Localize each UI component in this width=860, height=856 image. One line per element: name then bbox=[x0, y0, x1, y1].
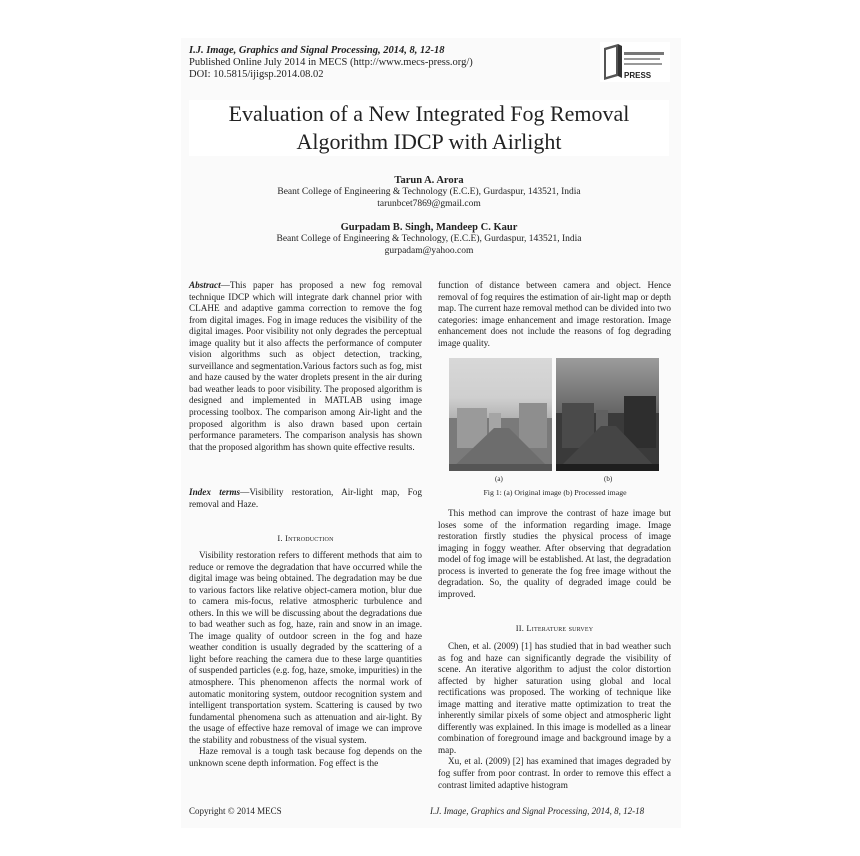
introduction-body bbox=[189, 550, 422, 769]
paragraph: Haze removal is a tough task because fog depends on the unknown scene depth information. Fog effect is the bbox=[189, 746, 422, 768]
footer-journal: I.J. Image, Graphics and Signal Processing, 2014, 8, 12-18 bbox=[430, 806, 645, 816]
journal-citation: I.J. Image, Graphics and Signal Processing, 2014, 8, 12-18 bbox=[189, 45, 445, 56]
journal-header bbox=[189, 45, 473, 81]
mecs-logo bbox=[600, 42, 670, 82]
paragraph: function of distance between camera and object. Hence removal of fog requires the estimation of air-light map or depth map. The current haze removal method can be divided into two categories: image enhancement and image restoration. Image enhancement does not include the reasons of fog degrading image quality. bbox=[438, 280, 672, 348]
doi: DOI: 10.5815/ijigsp.2014.08.02 bbox=[189, 69, 324, 80]
svg-text:PRESS: PRESS bbox=[624, 71, 652, 80]
author-affiliation: Beant College of Engineering & Technology, (E.C.E), Gurdaspur, 143521, India bbox=[276, 234, 582, 244]
author-name: Tarun A. Arora bbox=[394, 175, 464, 186]
left-column-abstract bbox=[189, 280, 422, 453]
paper-title: Evaluation of a New Integrated Fog Removal Algorithm IDCP with Airlight bbox=[189, 100, 669, 156]
author-block-2 bbox=[189, 221, 669, 257]
literature-survey-body bbox=[438, 641, 671, 791]
footer-copyright: Copyright © 2014 MECS bbox=[189, 806, 282, 816]
right-column-top bbox=[438, 280, 671, 349]
publication-info: Published Online July 2014 in MECS (http://www.mecs-press.org/) bbox=[189, 57, 473, 68]
paragraph: This method can improve the contrast of haze image but loses some of the information regarding image. Image restoration firstly studies the physical process of image imaging in foggy weather. After observing that degradation model of fog image will be established. At last, the degradation process is inverted to generate the fog free image without the degradation. So, the quality of degraded image could be improved. bbox=[438, 508, 671, 599]
figure-1 bbox=[449, 358, 661, 473]
original-foggy-image bbox=[449, 358, 552, 471]
author-name: Gurpadam B. Singh, Mandeep C. Kaur bbox=[340, 222, 518, 233]
index-terms-block bbox=[189, 487, 422, 510]
right-column-middle bbox=[438, 508, 671, 600]
paragraph: Xu, et al. (2009) [2] has examined that images degraded by fog suffer from poor contrast. In order to remove this effect a contrast limited adaptive histogram bbox=[438, 756, 671, 790]
section-heading-introduction: I. Introduction bbox=[277, 533, 334, 543]
paragraph: Chen, et al. (2009) [1] has studied that in bad weather such as fog and haze can significantly degrade the visibility of scene. An iterative algorithm to adjust the color distortion affected by higher saturation using global and local rectifications was proposed. The working of technique like image matting and iterative matte optimization to treat the inherently similar pixels of some object and atmospheric light differently was explained. In this image is modelled as a linear combination of foreground image and background image by a map. bbox=[438, 641, 671, 755]
figure-caption: Fig 1: (a) Original image (b) Processed image bbox=[483, 488, 627, 497]
figure-label-a: (a) bbox=[495, 475, 503, 483]
index-terms: Index terms—Visibility restoration, Air-light map, Fog removal and Haze. bbox=[189, 487, 422, 509]
section-heading-literature-survey: II. Literature survey bbox=[515, 623, 594, 633]
author-email: tarunbcet7869@gmail.com bbox=[377, 198, 481, 209]
author-block-1 bbox=[189, 174, 669, 210]
processed-image bbox=[556, 358, 659, 471]
figure-label-b: (b) bbox=[604, 475, 613, 483]
author-email: gurpadam@yahoo.com bbox=[384, 245, 474, 256]
paragraph: Visibility restoration refers to different methods that aim to reduce or remove the degradation that have occurred while the digital image was being obtained. The degradation may be due to various factors like relative object-camera motion, blur due to camera mis-focus, relative atmospheric turbulence and others. In this we will be discussing about the degradations due to bad weather such as fog, haze, rain and snow in an image. The image quality of outdoor screen in the fog and haze weather condition is usually degraded by the scattering of a light before reaching the camera due to these large quantities of suspended particles (e.g. fog, haze, smoke, impurities) in the atmosphere. This phenomenon affects the normal work of automatic monitoring system, outdoor recognition system and intelligent transportation system. Scattering is caused by two fundamental phenomena such as attenuation and air-light. By the usage of effective haze removal of image we can improve the stability and robustness of the visual system. bbox=[189, 550, 422, 745]
author-affiliation: Beant College of Engineering & Technology (E.C.E), Gurdaspur, 143521, India bbox=[277, 187, 581, 197]
abstract: Abstract—This paper has proposed a new fog removal technique IDCP which will integrate dark channel prior with CLAHE and adaptive gamma correction to remove the fog from digital images. Fog in image reduces the visibility of the digital images. Poor visibility not only degrades the perceptual image quality but it also affects the performance of computer vision algorithms such as object detection, tracking, surveillance and segmentation.Various factors such as fog, mist and haze caused by the water droplets present in the air during bad weather leads to poor visibility. The proposed algorithm is designed and implemented in MATLAB using image processing toolbox. The comparison among Air-light and the proposed algorithm is also drawn based upon certain performance parameters. The comparison analysis has shown that the proposed algorithm has shown quite effective results. bbox=[189, 280, 422, 452]
